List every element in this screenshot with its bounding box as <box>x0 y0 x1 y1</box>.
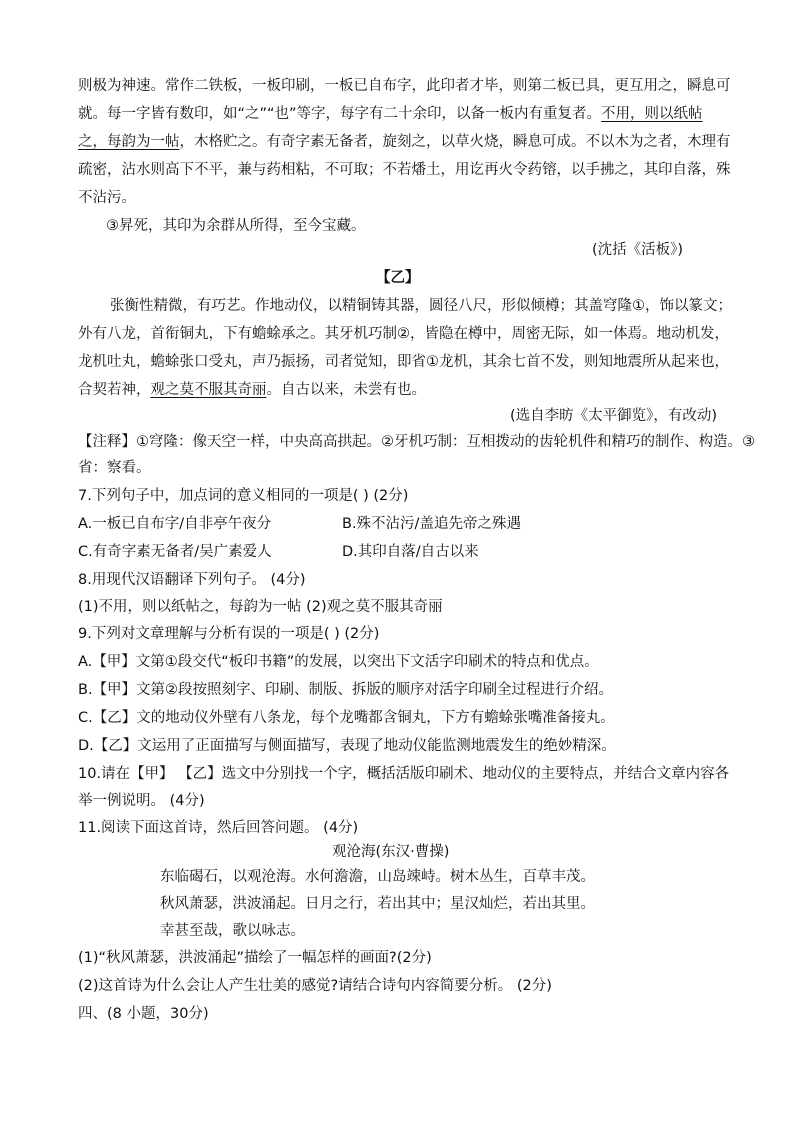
yi-line-3: 龙机吐丸，蟾蜍张口受丸，声乃振扬，司者觉知，即省①龙机，其余七首不发，则知地震所从起来也， <box>78 354 729 370</box>
q11-sub-question-2: (2)这首诗为什么会让人产生壮美的感觉?请结合诗句内容简要分析。 (2分) <box>78 978 552 994</box>
q9-option-d: D.【乙】文运用了正面描写与侧面描写，表现了地动仪能监测地震发生的绝妙精深。 <box>78 738 616 754</box>
q7-stem: 7.下列句子中，加点词的意义相同的一项是( ) (2分) <box>78 488 409 504</box>
section-4-heading: 四、(8 小题，30分) <box>78 1006 209 1022</box>
yi-title: 【乙】 <box>376 270 420 286</box>
q10-line-2: 举一例说明。 (4分) <box>78 793 205 809</box>
jia-line-3 <box>78 132 731 152</box>
q9-option-b: B.【甲】文第②段按照刻字、印刷、制版、拆版的顺序对活字印刷全过程进行介绍。 <box>78 682 614 698</box>
yi-underlined-sentence: 观之莫不服其奇丽 <box>150 382 267 398</box>
q7-option-b: B.殊不沾污/盖追先帝之殊遇 <box>342 516 521 532</box>
q9-option-a: A.【甲】文第①段交代“板印书籍”的发展，以突出下文活字印刷术的特点和优点。 <box>78 654 599 670</box>
q9-stem: 9.下列对文章理解与分析有误的一项是( ) (2分) <box>78 626 380 642</box>
jia-line-3-text: ，木格贮之。有奇字素无备者，旋刻之，以草火烧，瞬息可成。不以木为之者，木理有 <box>179 134 731 150</box>
q7-option-c: C.有奇字素无备者/吴广素爱人 <box>78 544 272 560</box>
poem-line-1: 东临碣石，以观沧海。水何澹澹，山岛竦峙。树木丛生，百草丰茂。 <box>160 869 595 885</box>
yi-source: (选自李昉《太平御览》，有改动) <box>510 408 718 424</box>
jia-line-2 <box>78 104 703 124</box>
yi-line-4-text-c: 。自古以来，未尝有也。 <box>266 382 426 398</box>
q7-option-d: D.其印自落/自古以来 <box>342 544 479 560</box>
jia-line-1: 则极为神速。常作二铁板，一板印刷，一板已自布字，此印者才毕，则第二板已具，更互用之，瞬息可 <box>78 78 731 94</box>
notes-line-1: 【注释】①穹隆：像天空一样，中央高高拱起。②牙机巧制：互相拨动的齿轮机件和精巧的制作、构造。③ <box>78 434 755 450</box>
jia-underlined-sentence-part1: 不用，则以纸帖 <box>601 106 703 122</box>
yi-line-4 <box>78 380 426 400</box>
q10-line-1: 10.请在【甲】 【乙】选文中分别找一个字，概括活版印刷术、地动仪的主要特点，并结合文章内容各 <box>78 766 730 782</box>
q9-option-c: C.【乙】文的地动仪外壁有八条龙，每个龙嘴都含铜丸，下方有蟾蜍张嘴准备接丸。 <box>78 710 615 726</box>
q11-stem: 11.阅读下面这首诗，然后回答问题。 (4分) <box>78 820 359 836</box>
jia-source: (沈括《活板》) <box>592 242 684 258</box>
poem-line-2: 秋风萧瑟，洪波涌起。日月之行，若出其中；星汉灿烂，若出其里。 <box>160 896 595 912</box>
q11-sub-question-1: (1)“秋风萧瑟，洪波涌起”描绘了一幅怎样的画面?(2分) <box>78 950 432 966</box>
poem-title: 观沧海(东汉·曹操) <box>332 844 450 860</box>
q8-stem: 8.用现代汉语翻译下列句子。 (4分) <box>78 572 306 588</box>
jia-line-5: 不沾污。 <box>78 190 136 206</box>
yi-line-1: 张衡性精微，有巧艺。作地动仪，以精铜铸其器，圆径八尺，形似倾樽；其盖穹隆①，饰以篆文； <box>110 298 732 314</box>
notes-line-2: 省：察看。 <box>78 460 151 476</box>
q7-option-a: A.一板已自布字/自非亭午夜分 <box>78 516 272 532</box>
jia-paragraph-3: ③昇死，其印为余群从所得，至今宝藏。 <box>106 218 366 234</box>
yi-line-4-text-a: 合契若神， <box>78 382 151 398</box>
jia-line-2-text: 就。每一字皆有数印，如“之”“也”等字，每字有二十余印，以备一板内有重复者。 <box>78 106 602 122</box>
poem-line-3: 幸甚至哉，歌以咏志。 <box>160 923 305 939</box>
jia-line-4: 疏密，沾水则高下不平，兼与药相粘，不可取；不若燔土，用讫再火令药镕，以手拂之，其印自落，殊 <box>78 162 731 178</box>
q8-items: (1)不用，则以纸帖之，每韵为一帖 (2)观之莫不服其奇丽 <box>78 599 443 615</box>
yi-line-2: 外有八龙，首衔铜丸，下有蟾蜍承之。其牙机巧制②，皆隐在樽中，周密无际，如一体焉。地动机发， <box>78 326 729 342</box>
jia-underlined-sentence-part2: 之，每韵为一帖 <box>78 134 180 150</box>
